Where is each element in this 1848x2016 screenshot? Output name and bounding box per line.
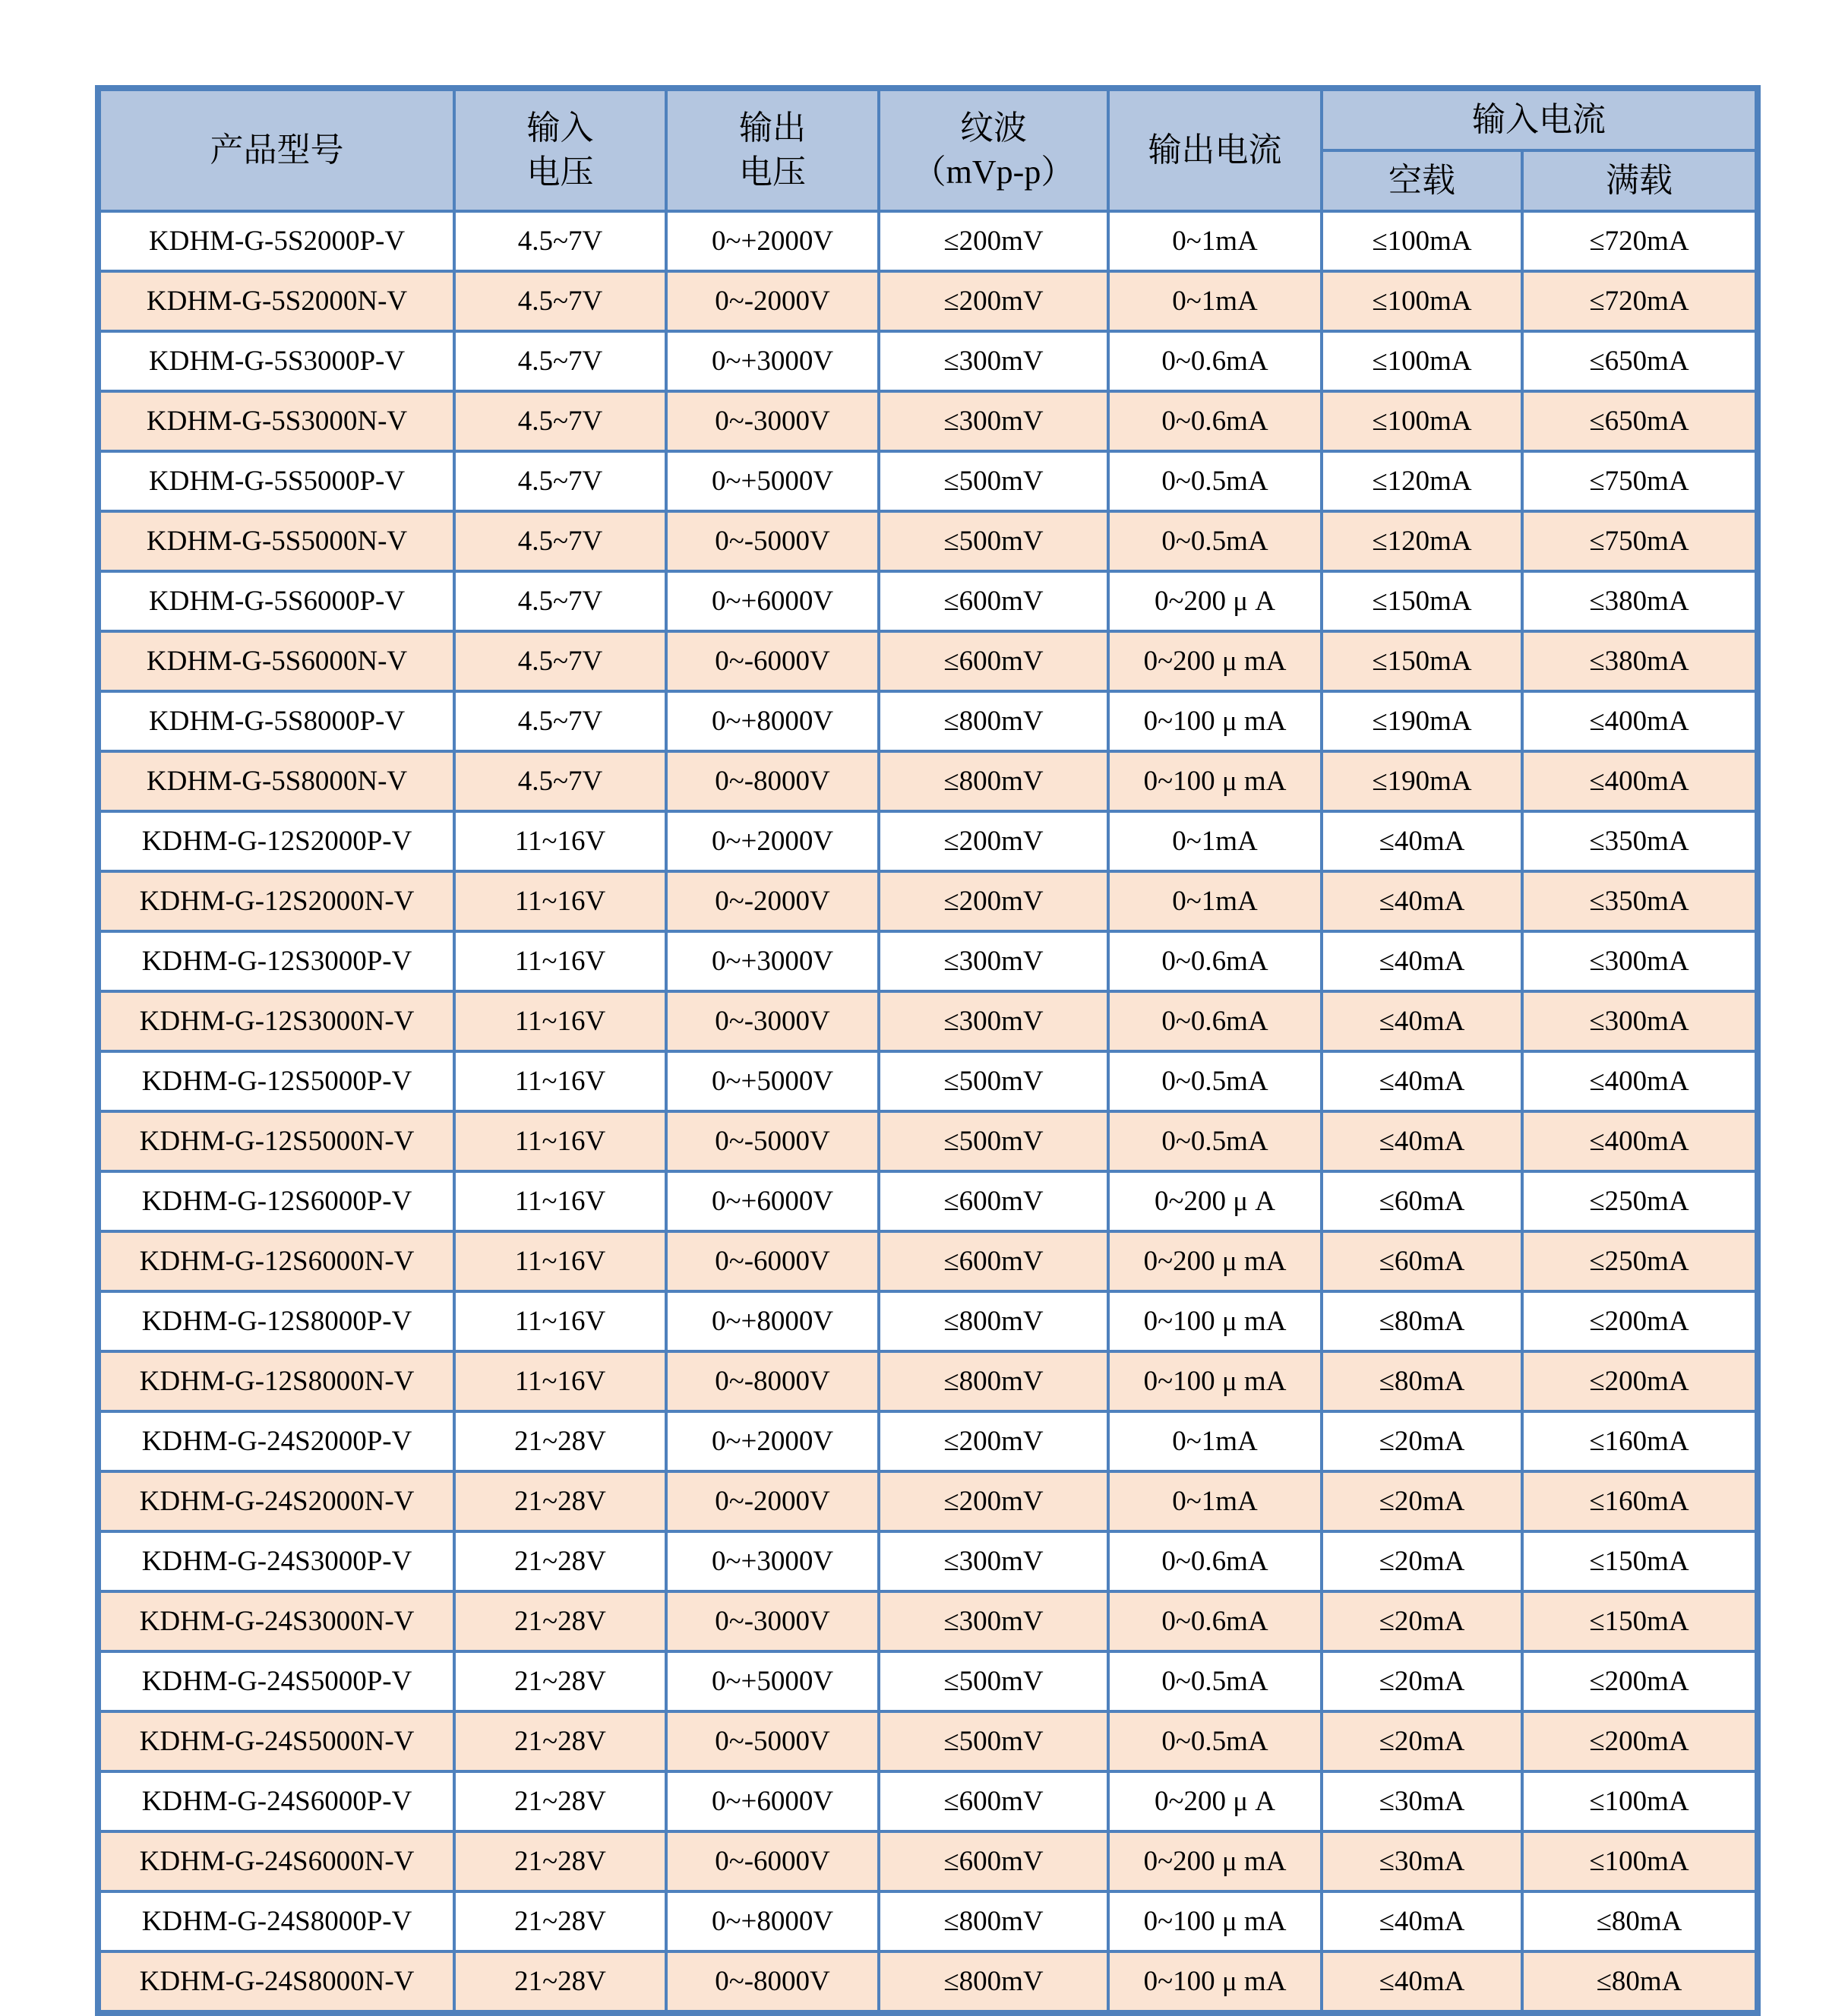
- cell-output_v: 0~-5000V: [666, 1711, 879, 1771]
- header-label-line: 纹波: [960, 109, 1027, 147]
- cell-output_v: 0~+8000V: [666, 691, 879, 751]
- header-label-line: 输入: [526, 109, 594, 147]
- table-row: [98, 931, 1758, 991]
- cell-ripple: ≤600mV: [879, 1771, 1108, 1831]
- table-row: [98, 451, 1758, 511]
- spec-table: [95, 85, 1761, 2016]
- cell-no_load: ≤80mA: [1322, 1291, 1522, 1351]
- table-row: [98, 1111, 1758, 1171]
- cell-no_load: ≤150mA: [1322, 631, 1522, 691]
- cell-output_v: 0~-3000V: [666, 991, 879, 1051]
- cell-ripple: ≤800mV: [879, 691, 1108, 751]
- cell-input_v: 21~28V: [454, 1651, 666, 1711]
- cell-full_load: ≤720mA: [1522, 271, 1758, 331]
- cell-model: KDHM-G-12S3000N-V: [98, 991, 454, 1051]
- col-header-output-current: [1108, 88, 1322, 211]
- cell-no_load: ≤30mA: [1322, 1831, 1522, 1891]
- cell-ripple: ≤800mV: [879, 751, 1108, 811]
- cell-input_v: 4.5~7V: [454, 751, 666, 811]
- cell-ripple: ≤200mV: [879, 1411, 1108, 1471]
- cell-input_v: 21~28V: [454, 1951, 666, 2013]
- cell-output_v: 0~-3000V: [666, 1591, 879, 1651]
- cell-input_v: 21~28V: [454, 1411, 666, 1471]
- table-row: [98, 1891, 1758, 1951]
- cell-model: KDHM-G-12S6000N-V: [98, 1231, 454, 1291]
- cell-output_v: 0~-8000V: [666, 1351, 879, 1411]
- cell-no_load: ≤120mA: [1322, 511, 1522, 571]
- table-row: [98, 751, 1758, 811]
- cell-no_load: ≤190mA: [1322, 751, 1522, 811]
- cell-no_load: ≤80mA: [1322, 1351, 1522, 1411]
- cell-model: KDHM-G-5S5000P-V: [98, 451, 454, 511]
- cell-ripple: ≤800mV: [879, 1891, 1108, 1951]
- cell-ripple: ≤800mV: [879, 1951, 1108, 2013]
- cell-output_v: 0~+3000V: [666, 931, 879, 991]
- cell-ripple: ≤200mV: [879, 211, 1108, 271]
- cell-output_i: 0~0.6mA: [1108, 1531, 1322, 1591]
- col-header-input-voltage: [454, 88, 666, 211]
- cell-full_load: ≤350mA: [1522, 811, 1758, 871]
- cell-no_load: ≤100mA: [1322, 211, 1522, 271]
- cell-full_load: ≤100mA: [1522, 1831, 1758, 1891]
- cell-input_v: 11~16V: [454, 811, 666, 871]
- cell-no_load: ≤40mA: [1322, 1051, 1522, 1111]
- cell-ripple: ≤200mV: [879, 1471, 1108, 1531]
- cell-output_i: 0~100 μ mA: [1108, 1351, 1322, 1411]
- cell-model: KDHM-G-12S6000P-V: [98, 1171, 454, 1231]
- cell-output_v: 0~+8000V: [666, 1891, 879, 1951]
- cell-full_load: ≤400mA: [1522, 1111, 1758, 1171]
- header-label-line: 电压: [526, 153, 594, 191]
- table-row: [98, 631, 1758, 691]
- table-row: [98, 1651, 1758, 1711]
- cell-input_v: 21~28V: [454, 1471, 666, 1531]
- header-label: 空载: [1388, 162, 1455, 199]
- cell-input_v: 4.5~7V: [454, 211, 666, 271]
- table-header: [98, 88, 1758, 211]
- table-row: [98, 1771, 1758, 1831]
- cell-output_v: 0~-8000V: [666, 1951, 879, 2013]
- cell-ripple: ≤600mV: [879, 1231, 1108, 1291]
- cell-model: KDHM-G-24S3000P-V: [98, 1531, 454, 1591]
- cell-model: KDHM-G-5S8000P-V: [98, 691, 454, 751]
- cell-model: KDHM-G-12S3000P-V: [98, 931, 454, 991]
- col-header-output-voltage: [666, 88, 879, 211]
- table-row: [98, 1351, 1758, 1411]
- cell-ripple: ≤300mV: [879, 391, 1108, 451]
- cell-output_v: 0~+6000V: [666, 1771, 879, 1831]
- cell-ripple: ≤300mV: [879, 331, 1108, 391]
- cell-output_i: 0~1mA: [1108, 211, 1322, 271]
- cell-output_v: 0~+5000V: [666, 1651, 879, 1711]
- cell-input_v: 11~16V: [454, 991, 666, 1051]
- cell-full_load: ≤650mA: [1522, 391, 1758, 451]
- cell-no_load: ≤30mA: [1322, 1771, 1522, 1831]
- cell-output_v: 0~+6000V: [666, 1171, 879, 1231]
- table-row: [98, 1411, 1758, 1471]
- cell-ripple: ≤800mV: [879, 1351, 1108, 1411]
- cell-input_v: 4.5~7V: [454, 331, 666, 391]
- cell-full_load: ≤750mA: [1522, 511, 1758, 571]
- cell-input_v: 21~28V: [454, 1891, 666, 1951]
- cell-output_i: 0~1mA: [1108, 1411, 1322, 1471]
- cell-full_load: ≤750mA: [1522, 451, 1758, 511]
- header-label-line: 输出: [739, 109, 806, 147]
- table-body: [98, 211, 1758, 2013]
- cell-model: KDHM-G-12S8000N-V: [98, 1351, 454, 1411]
- table-row: [98, 691, 1758, 751]
- table-row: [98, 271, 1758, 331]
- header-label-line: 电压: [739, 153, 806, 191]
- table-row: [98, 1291, 1758, 1351]
- cell-full_load: ≤150mA: [1522, 1531, 1758, 1591]
- cell-no_load: ≤40mA: [1322, 931, 1522, 991]
- cell-full_load: ≤80mA: [1522, 1891, 1758, 1951]
- cell-model: KDHM-G-5S2000P-V: [98, 211, 454, 271]
- cell-output_i: 0~100 μ mA: [1108, 1291, 1322, 1351]
- cell-full_load: ≤150mA: [1522, 1591, 1758, 1651]
- table-row: [98, 1471, 1758, 1531]
- cell-no_load: ≤40mA: [1322, 1951, 1522, 2013]
- cell-model: KDHM-G-5S6000P-V: [98, 571, 454, 631]
- cell-ripple: ≤300mV: [879, 931, 1108, 991]
- cell-output_v: 0~-6000V: [666, 1231, 879, 1291]
- cell-ripple: ≤300mV: [879, 991, 1108, 1051]
- table-row: [98, 1831, 1758, 1891]
- cell-ripple: ≤500mV: [879, 1651, 1108, 1711]
- table-row: [98, 811, 1758, 871]
- cell-model: KDHM-G-5S6000N-V: [98, 631, 454, 691]
- cell-full_load: ≤200mA: [1522, 1711, 1758, 1771]
- cell-ripple: ≤500mV: [879, 451, 1108, 511]
- cell-full_load: ≤250mA: [1522, 1171, 1758, 1231]
- cell-output_v: 0~-6000V: [666, 1831, 879, 1891]
- cell-output_i: 0~100 μ mA: [1108, 1951, 1322, 2013]
- table-row: [98, 1711, 1758, 1771]
- cell-output_i: 0~0.6mA: [1108, 331, 1322, 391]
- cell-output_v: 0~-2000V: [666, 871, 879, 931]
- cell-full_load: ≤80mA: [1522, 1951, 1758, 2013]
- cell-model: KDHM-G-12S8000P-V: [98, 1291, 454, 1351]
- cell-model: KDHM-G-24S3000N-V: [98, 1591, 454, 1651]
- cell-no_load: ≤20mA: [1322, 1591, 1522, 1651]
- cell-output_i: 0~200 μ A: [1108, 1171, 1322, 1231]
- cell-output_v: 0~-5000V: [666, 1111, 879, 1171]
- table-row: [98, 571, 1758, 631]
- table-row: [98, 1531, 1758, 1591]
- cell-full_load: ≤200mA: [1522, 1291, 1758, 1351]
- cell-full_load: ≤380mA: [1522, 631, 1758, 691]
- cell-output_v: 0~+3000V: [666, 331, 879, 391]
- cell-output_v: 0~-5000V: [666, 511, 879, 571]
- header-label: 输出电流: [1148, 131, 1282, 169]
- cell-no_load: ≤60mA: [1322, 1171, 1522, 1231]
- cell-output_i: 0~0.6mA: [1108, 1591, 1322, 1651]
- table-row: [98, 1231, 1758, 1291]
- cell-input_v: 4.5~7V: [454, 571, 666, 631]
- cell-full_load: ≤380mA: [1522, 571, 1758, 631]
- cell-no_load: ≤60mA: [1322, 1231, 1522, 1291]
- cell-input_v: 4.5~7V: [454, 391, 666, 451]
- cell-no_load: ≤40mA: [1322, 991, 1522, 1051]
- cell-no_load: ≤100mA: [1322, 391, 1522, 451]
- cell-ripple: ≤800mV: [879, 1291, 1108, 1351]
- cell-model: KDHM-G-12S5000P-V: [98, 1051, 454, 1111]
- cell-no_load: ≤150mA: [1322, 571, 1522, 631]
- cell-model: KDHM-G-24S2000N-V: [98, 1471, 454, 1531]
- cell-no_load: ≤190mA: [1322, 691, 1522, 751]
- cell-output_i: 0~1mA: [1108, 871, 1322, 931]
- cell-no_load: ≤20mA: [1322, 1411, 1522, 1471]
- cell-ripple: ≤600mV: [879, 571, 1108, 631]
- cell-output_i: 0~0.5mA: [1108, 1711, 1322, 1771]
- cell-full_load: ≤250mA: [1522, 1231, 1758, 1291]
- cell-ripple: ≤600mV: [879, 1171, 1108, 1231]
- cell-model: KDHM-G-24S8000N-V: [98, 1951, 454, 2013]
- col-header-input-current-group: [1322, 88, 1758, 150]
- cell-full_load: ≤300mA: [1522, 931, 1758, 991]
- cell-output_i: 0~100 μ mA: [1108, 691, 1322, 751]
- cell-output_i: 0~1mA: [1108, 271, 1322, 331]
- cell-output_i: 0~100 μ mA: [1108, 1891, 1322, 1951]
- cell-full_load: ≤160mA: [1522, 1411, 1758, 1471]
- cell-full_load: ≤400mA: [1522, 751, 1758, 811]
- cell-model: KDHM-G-24S5000P-V: [98, 1651, 454, 1711]
- cell-output_i: 0~200 μ mA: [1108, 631, 1322, 691]
- cell-input_v: 4.5~7V: [454, 691, 666, 751]
- cell-output_v: 0~+5000V: [666, 1051, 879, 1111]
- table-row: [98, 991, 1758, 1051]
- cell-output_i: 0~0.5mA: [1108, 511, 1322, 571]
- cell-model: KDHM-G-5S3000P-V: [98, 331, 454, 391]
- cell-input_v: 21~28V: [454, 1531, 666, 1591]
- cell-ripple: ≤500mV: [879, 1051, 1108, 1111]
- cell-no_load: ≤20mA: [1322, 1531, 1522, 1591]
- cell-input_v: 4.5~7V: [454, 511, 666, 571]
- cell-model: KDHM-G-12S5000N-V: [98, 1111, 454, 1171]
- cell-no_load: ≤40mA: [1322, 1111, 1522, 1171]
- col-header-ripple: [879, 88, 1108, 211]
- header-label: 满载: [1606, 162, 1673, 199]
- header-label: 产品型号: [210, 131, 344, 169]
- cell-full_load: ≤650mA: [1522, 331, 1758, 391]
- cell-input_v: 11~16V: [454, 931, 666, 991]
- cell-output_v: 0~+2000V: [666, 1411, 879, 1471]
- cell-full_load: ≤200mA: [1522, 1651, 1758, 1711]
- table-row: [98, 211, 1758, 271]
- cell-output_i: 0~0.5mA: [1108, 451, 1322, 511]
- cell-input_v: 4.5~7V: [454, 271, 666, 331]
- cell-input_v: 21~28V: [454, 1711, 666, 1771]
- cell-output_v: 0~+6000V: [666, 571, 879, 631]
- table-row: [98, 511, 1758, 571]
- table-row: [98, 1171, 1758, 1231]
- cell-no_load: ≤20mA: [1322, 1711, 1522, 1771]
- cell-output_i: 0~200 μ A: [1108, 1771, 1322, 1831]
- cell-full_load: ≤100mA: [1522, 1771, 1758, 1831]
- cell-ripple: ≤600mV: [879, 631, 1108, 691]
- cell-no_load: ≤100mA: [1322, 331, 1522, 391]
- col-header-full-load: [1522, 150, 1758, 211]
- cell-no_load: ≤100mA: [1322, 271, 1522, 331]
- cell-input_v: 11~16V: [454, 1231, 666, 1291]
- cell-full_load: ≤720mA: [1522, 211, 1758, 271]
- cell-output_v: 0~-6000V: [666, 631, 879, 691]
- cell-input_v: 11~16V: [454, 1171, 666, 1231]
- cell-ripple: ≤300mV: [879, 1531, 1108, 1591]
- cell-input_v: 11~16V: [454, 1051, 666, 1111]
- cell-input_v: 11~16V: [454, 1291, 666, 1351]
- cell-output_v: 0~+2000V: [666, 811, 879, 871]
- cell-no_load: ≤20mA: [1322, 1471, 1522, 1531]
- cell-ripple: ≤200mV: [879, 871, 1108, 931]
- table-row: [98, 1051, 1758, 1111]
- cell-output_v: 0~+8000V: [666, 1291, 879, 1351]
- spec-table-container: [95, 85, 1761, 2016]
- cell-ripple: ≤500mV: [879, 1711, 1108, 1771]
- cell-output_i: 0~200 μ A: [1108, 571, 1322, 631]
- cell-full_load: ≤400mA: [1522, 1051, 1758, 1111]
- cell-full_load: ≤350mA: [1522, 871, 1758, 931]
- cell-input_v: 4.5~7V: [454, 451, 666, 511]
- cell-output_i: 0~0.5mA: [1108, 1051, 1322, 1111]
- cell-full_load: ≤300mA: [1522, 991, 1758, 1051]
- cell-output_v: 0~+2000V: [666, 211, 879, 271]
- table-row: [98, 331, 1758, 391]
- cell-no_load: ≤20mA: [1322, 1651, 1522, 1711]
- cell-output_v: 0~-2000V: [666, 1471, 879, 1531]
- cell-ripple: ≤300mV: [879, 1591, 1108, 1651]
- cell-full_load: ≤160mA: [1522, 1471, 1758, 1531]
- cell-output_i: 0~0.6mA: [1108, 391, 1322, 451]
- cell-ripple: ≤500mV: [879, 511, 1108, 571]
- cell-input_v: 21~28V: [454, 1831, 666, 1891]
- cell-no_load: ≤40mA: [1322, 871, 1522, 931]
- cell-model: KDHM-G-24S2000P-V: [98, 1411, 454, 1471]
- cell-output_i: 0~200 μ mA: [1108, 1831, 1322, 1891]
- cell-output_i: 0~0.6mA: [1108, 931, 1322, 991]
- cell-output_v: 0~-2000V: [666, 271, 879, 331]
- cell-no_load: ≤40mA: [1322, 811, 1522, 871]
- cell-output_i: 0~1mA: [1108, 1471, 1322, 1531]
- header-label-line: （mVp-p）: [912, 153, 1075, 191]
- cell-ripple: ≤500mV: [879, 1111, 1108, 1171]
- cell-full_load: ≤200mA: [1522, 1351, 1758, 1411]
- cell-no_load: ≤40mA: [1322, 1891, 1522, 1951]
- cell-output_v: 0~-8000V: [666, 751, 879, 811]
- cell-output_v: 0~-3000V: [666, 391, 879, 451]
- col-header-no-load: [1322, 150, 1522, 211]
- table-row: [98, 1591, 1758, 1651]
- cell-model: KDHM-G-24S5000N-V: [98, 1711, 454, 1771]
- cell-output_i: 0~200 μ mA: [1108, 1231, 1322, 1291]
- cell-input_v: 11~16V: [454, 1111, 666, 1171]
- col-header-product-model: [98, 88, 454, 211]
- cell-model: KDHM-G-5S3000N-V: [98, 391, 454, 451]
- cell-input_v: 4.5~7V: [454, 631, 666, 691]
- cell-model: KDHM-G-5S2000N-V: [98, 271, 454, 331]
- cell-input_v: 11~16V: [454, 871, 666, 931]
- table-row: [98, 871, 1758, 931]
- cell-output_i: 0~0.5mA: [1108, 1651, 1322, 1711]
- cell-output_i: 0~0.6mA: [1108, 991, 1322, 1051]
- cell-model: KDHM-G-5S8000N-V: [98, 751, 454, 811]
- cell-ripple: ≤200mV: [879, 811, 1108, 871]
- cell-model: KDHM-G-24S6000P-V: [98, 1771, 454, 1831]
- header-label: 输入电流: [1472, 101, 1606, 138]
- cell-output_i: 0~0.5mA: [1108, 1111, 1322, 1171]
- cell-model: KDHM-G-12S2000P-V: [98, 811, 454, 871]
- cell-no_load: ≤120mA: [1322, 451, 1522, 511]
- cell-model: KDHM-G-24S6000N-V: [98, 1831, 454, 1891]
- cell-ripple: ≤600mV: [879, 1831, 1108, 1891]
- cell-output_v: 0~+5000V: [666, 451, 879, 511]
- cell-output_i: 0~100 μ mA: [1108, 751, 1322, 811]
- cell-model: KDHM-G-5S5000N-V: [98, 511, 454, 571]
- cell-input_v: 21~28V: [454, 1771, 666, 1831]
- table-row: [98, 391, 1758, 451]
- cell-input_v: 21~28V: [454, 1591, 666, 1651]
- cell-input_v: 11~16V: [454, 1351, 666, 1411]
- cell-full_load: ≤400mA: [1522, 691, 1758, 751]
- cell-output_i: 0~1mA: [1108, 811, 1322, 871]
- cell-ripple: ≤200mV: [879, 271, 1108, 331]
- cell-output_v: 0~+3000V: [666, 1531, 879, 1591]
- cell-model: KDHM-G-24S8000P-V: [98, 1891, 454, 1951]
- cell-model: KDHM-G-12S2000N-V: [98, 871, 454, 931]
